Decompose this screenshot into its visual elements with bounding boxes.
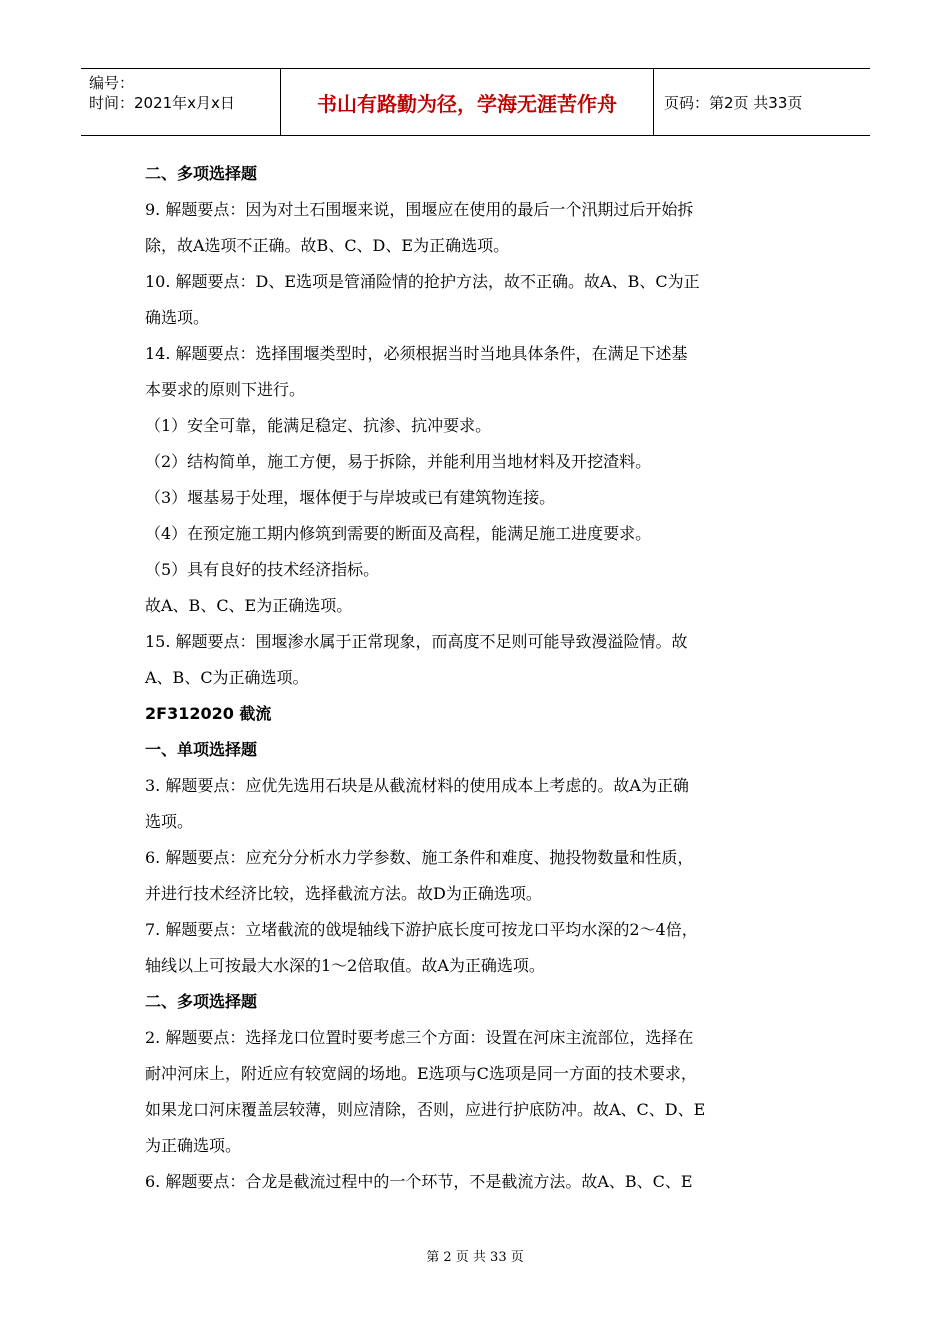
header-motto: 书山有路勤为径，学海无涯苦作舟	[281, 69, 654, 135]
doc-number-label: 编号：	[89, 74, 135, 92]
text-line: 本要求的原则下进行。	[145, 380, 306, 399]
text-line: 耐冲河床上，附近应有较宽阔的场地。E选项与C选项是同一方面的技术要求，	[145, 1064, 697, 1083]
section-heading: 二、多项选择题	[145, 164, 258, 183]
text-line: （2）结构简单，施工方便，易于拆除，并能利用当地材料及开挖渣料。	[145, 452, 652, 471]
text-line: 7. 解题要点：立堵截流的戗堤轴线下游护底长度可按龙口平均水深的2～4倍，	[145, 920, 698, 939]
text-line: （5）具有良好的技术经济指标。	[145, 560, 380, 579]
section-heading: 一、单项选择题	[145, 740, 258, 759]
text-line: 如果龙口河床覆盖层较薄，则应清除，否则，应进行护底防冲。故A、C、D、E	[145, 1100, 706, 1119]
text-line: 选项。	[145, 812, 194, 831]
section-heading: 2F312020 截流	[145, 704, 272, 723]
text-line: （4）在预定施工期内修筑到需要的断面及高程，能满足施工进度要求。	[145, 524, 652, 543]
text-line: 故A、B、C、E为正确选项。	[145, 596, 353, 615]
text-line: 确选项。	[145, 308, 210, 327]
document-body	[145, 156, 810, 1200]
text-line: 3. 解题要点：应优先选用石块是从截流材料的使用成本上考虑的。故A为正确	[145, 776, 689, 795]
text-line: （1）安全可靠，能满足稳定、抗渗、抗冲要求。	[145, 416, 492, 435]
doc-date-label: 时间：2021年x月x日	[89, 94, 235, 112]
section-heading: 二、多项选择题	[145, 992, 258, 1011]
header-table	[81, 68, 870, 136]
text-line: 2. 解题要点：选择龙口位置时要考虑三个方面：设置在河床主流部位，选择在	[145, 1028, 694, 1047]
text-line: 6. 解题要点：合龙是截流过程中的一个环节，不是截流方法。故A、B、C、E	[145, 1172, 693, 1191]
text-line: 14. 解题要点：选择围堰类型时，必须根据当时当地具体条件，在满足下述基	[145, 344, 688, 363]
text-line: 并进行技术经济比较，选择截流方法。故D为正确选项。	[145, 884, 542, 903]
text-line: 为正确选项。	[145, 1136, 242, 1155]
text-line: 10. 解题要点：D、E选项是管涌险情的抢护方法，故不正确。故A、B、C为正	[145, 272, 700, 291]
text-line: 9. 解题要点：因为对土石围堰来说，围堰应在使用的最后一个汛期过后开始拆	[145, 200, 694, 219]
header-page-info: 页码：第2页 共33页	[664, 93, 803, 112]
text-line: 轴线以上可按最大水深的1～2倍取值。故A为正确选项。	[145, 956, 545, 975]
text-line: （3）堰基易于处理，堰体便于与岸坡或已有建筑物连接。	[145, 488, 556, 507]
text-line: 15. 解题要点：围堰渗水属于正常现象，而高度不足则可能导致漫溢险情。故	[145, 632, 688, 651]
page-footer: 第 2 页 共 33 页	[426, 1250, 524, 1265]
text-line: 6. 解题要点：应充分分析水力学参数、施工条件和难度、抛投物数量和性质，	[145, 848, 694, 867]
text-line: A、B、C为正确选项。	[145, 668, 309, 687]
text-line: 除，故A选项不正确。故B、C、D、E为正确选项。	[145, 236, 510, 255]
header-meta	[81, 69, 281, 135]
